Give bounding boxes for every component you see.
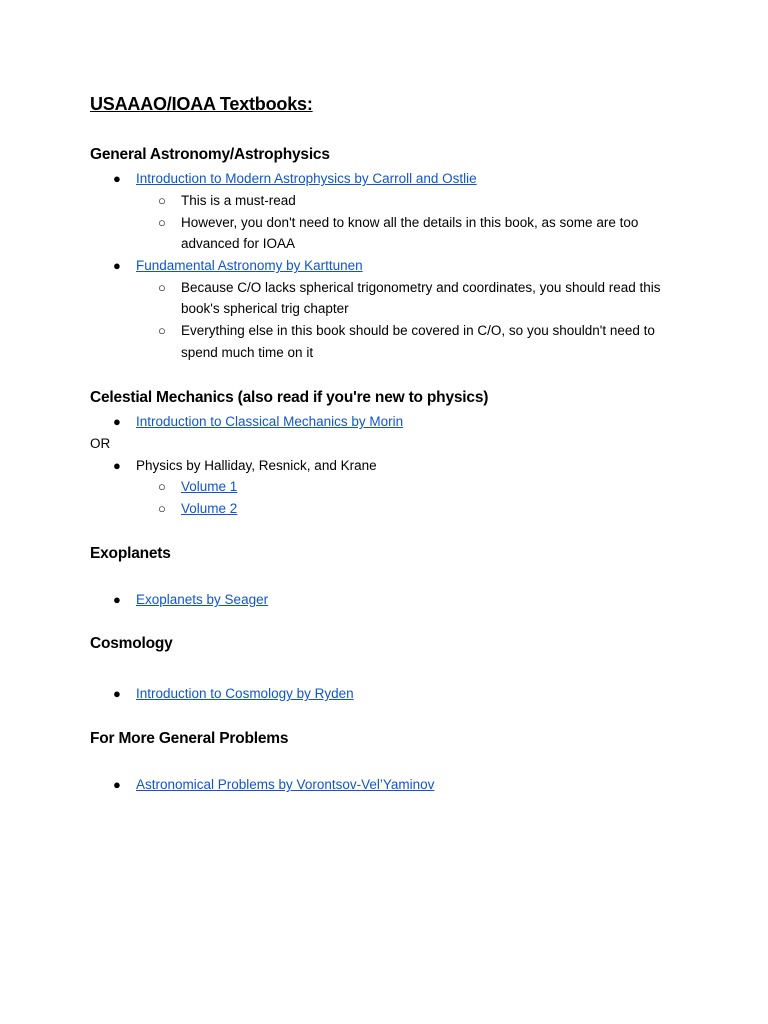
list-item bbox=[136, 255, 363, 277]
bullet-icon: ● bbox=[113, 592, 121, 607]
link-karttunen[interactable]: Fundamental Astronomy by Karttunen bbox=[136, 258, 363, 273]
page-title: USAAAO/IOAA Textbooks: bbox=[90, 94, 313, 114]
sub-list-item bbox=[181, 476, 237, 498]
bullet-icon: ● bbox=[113, 458, 121, 473]
bullet-icon: ● bbox=[113, 258, 121, 273]
sub-list-item-continuation: book's spherical trig chapter bbox=[181, 301, 349, 316]
section-heading-exoplanets: Exoplanets bbox=[90, 545, 171, 562]
list-item bbox=[136, 774, 434, 796]
link-carroll-ostlie[interactable]: Introduction to Modern Astrophysics by Carroll and Ostlie bbox=[136, 171, 477, 186]
sub-list-item-continuation: spend much time on it bbox=[181, 345, 314, 360]
section-heading-general-astronomy: General Astronomy/Astrophysics bbox=[90, 146, 330, 163]
list-item bbox=[136, 168, 477, 190]
bullet-icon: ● bbox=[113, 414, 121, 429]
list-item bbox=[136, 411, 403, 433]
bullet-icon: ● bbox=[113, 171, 121, 186]
list-item bbox=[136, 589, 268, 611]
sub-list-item: However, you don't need to know all the details in this book, as some are too bbox=[181, 215, 639, 230]
link-volume-2[interactable]: Volume 2 bbox=[181, 501, 238, 516]
sub-list-item-continuation: advanced for IOAA bbox=[181, 236, 296, 251]
circle-bullet-icon: ○ bbox=[158, 323, 166, 338]
bullet-icon: ● bbox=[113, 686, 121, 701]
section-heading-celestial-mechanics: Celestial Mechanics (also read if you're new to physics) bbox=[90, 389, 489, 406]
link-morin[interactable]: Introduction to Classical Mechanics by Morin bbox=[136, 414, 404, 429]
sub-list-item bbox=[181, 498, 237, 520]
list-item bbox=[136, 683, 354, 705]
bullet-icon: ● bbox=[113, 777, 121, 792]
sub-list-item: This is a must-read bbox=[181, 193, 296, 208]
circle-bullet-icon: ○ bbox=[158, 193, 166, 208]
link-seager[interactable]: Exoplanets by Seager bbox=[136, 592, 269, 607]
sub-list-item: Everything else in this book should be covered in C/O, so you shouldn't need to bbox=[181, 323, 655, 338]
link-vorontsov[interactable]: Astronomical Problems by Vorontsov-Vel’Yaminov bbox=[136, 777, 435, 792]
circle-bullet-icon: ○ bbox=[158, 280, 166, 295]
circle-bullet-icon: ○ bbox=[158, 479, 166, 494]
list-item: Physics by Halliday, Resnick, and Krane bbox=[136, 458, 377, 473]
link-volume-1[interactable]: Volume 1 bbox=[181, 479, 238, 494]
sub-list-item: Because C/O lacks spherical trigonometry and coordinates, you should read this bbox=[181, 280, 661, 295]
section-heading-cosmology: Cosmology bbox=[90, 635, 173, 652]
link-ryden[interactable]: Introduction to Cosmology by Ryden bbox=[136, 686, 354, 701]
circle-bullet-icon: ○ bbox=[158, 215, 166, 230]
circle-bullet-icon: ○ bbox=[158, 501, 166, 516]
or-text: OR bbox=[90, 436, 111, 451]
section-heading-general-problems: For More General Problems bbox=[90, 730, 289, 747]
